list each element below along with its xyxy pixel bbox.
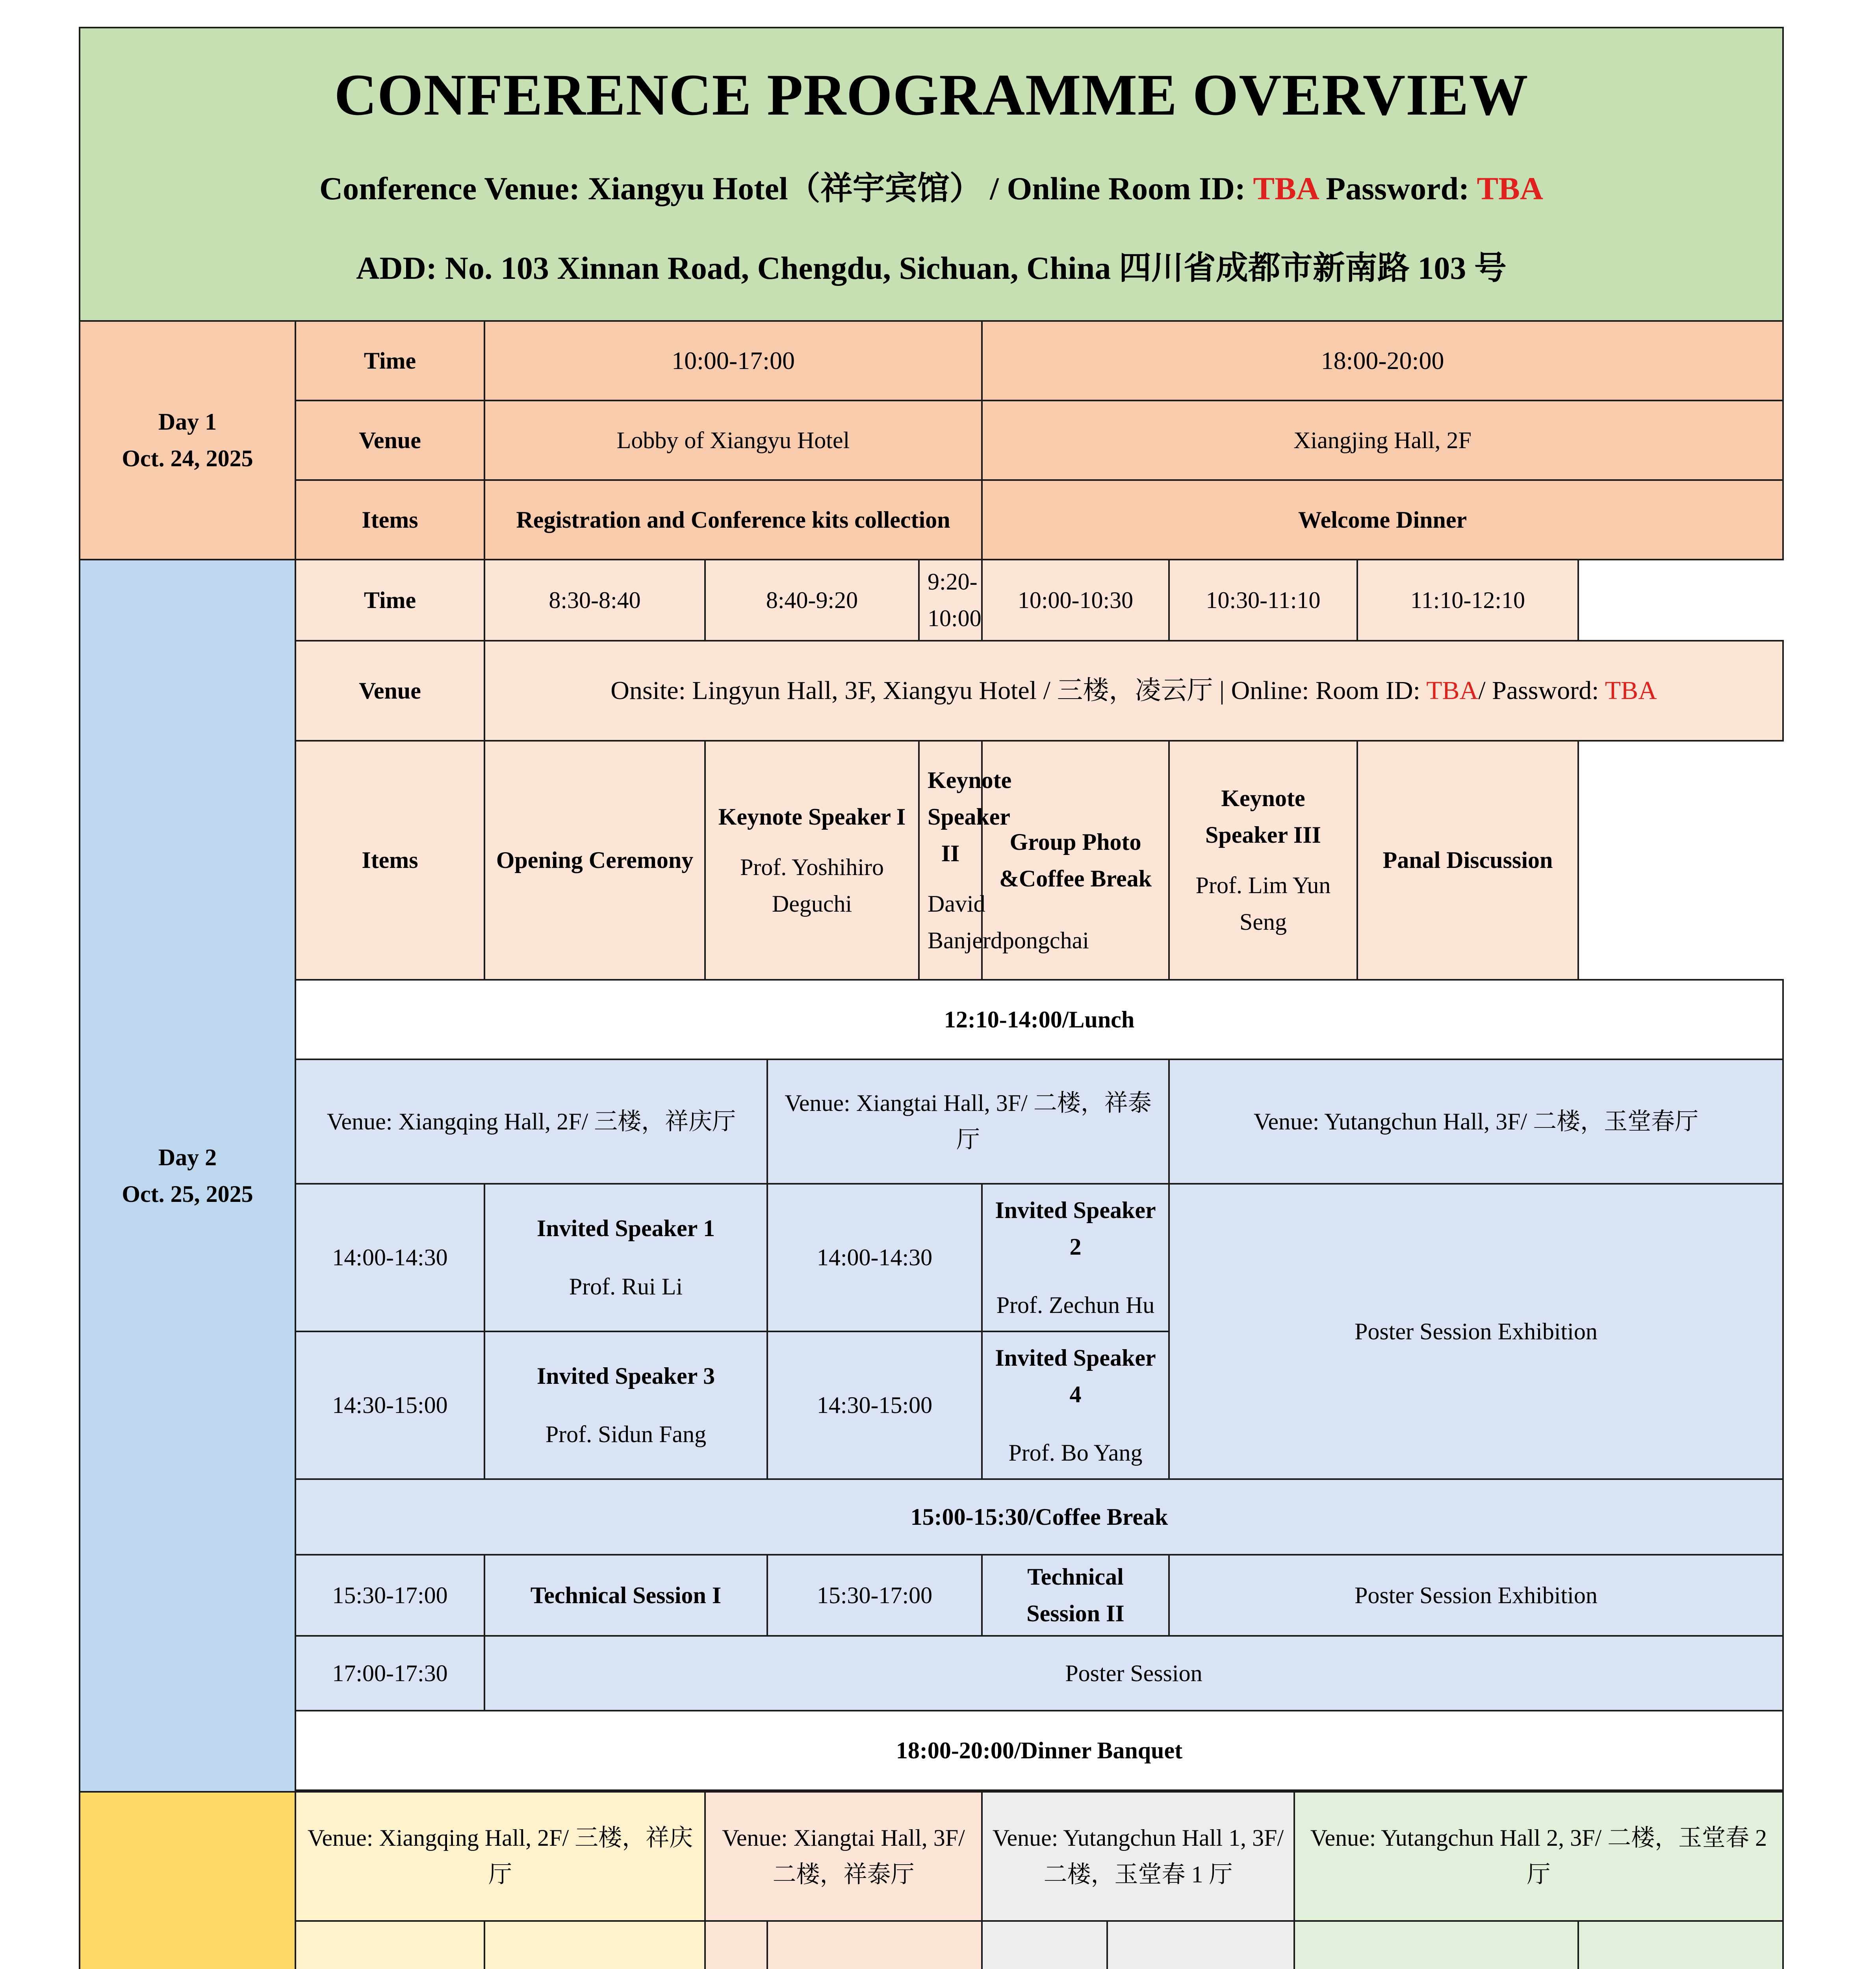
day1-time-2: 18:00-20:00 [982, 321, 1783, 400]
hall-a-time-1: 14:00-14:30 [295, 1184, 484, 1331]
day2-time-5: 10:30-11:10 [1169, 560, 1357, 641]
day1-time-1: 10:00-17:00 [484, 321, 982, 400]
poster-time: 17:00-17:30 [295, 1636, 484, 1711]
day2-time-3: 9:20-10:00 [919, 560, 982, 641]
address-line: ADD: No. 103 Xinnan Road, Chengdu, Sichuan, China 四川省成都市新南路 103 号 [356, 250, 1507, 286]
day2-coffee-break: 15:00-15:30/Coffee Break [295, 1479, 1783, 1555]
keynote-3-title: Keynote Speaker III [1205, 785, 1321, 848]
day3-hall1-session-1 [484, 1921, 705, 1969]
programme-table [79, 27, 1784, 1969]
day1-venue-header: Venue [295, 400, 484, 480]
day2-date: Oct. 25, 2025 [122, 1181, 253, 1207]
day3-hall2-time [705, 1921, 767, 1969]
tech-poster-exhibition: Poster Session Exhibition [1169, 1555, 1783, 1636]
day3-venue-yutangchun-2: Venue: Yutangchun Hall 2, 3F/ 二楼，玉堂春 2 厅 [1294, 1792, 1783, 1921]
title-block [80, 28, 1783, 321]
day2-venue [484, 641, 1783, 741]
day3-poster-exhibition [1578, 1921, 1783, 1969]
venue-line [88, 168, 1774, 210]
keynote-1-speaker: Prof. Yoshihiro Deguchi [740, 854, 884, 917]
day1-time-header: Time [295, 321, 484, 400]
day2-venue-xiangtai: Venue: Xiangtai Hall, 3F/ 二楼，祥泰厅 [767, 1059, 1169, 1184]
day2-item-group-photo: Group Photo &Coffee Break [982, 741, 1169, 980]
invited-1-speaker: Prof. Rui Li [569, 1274, 683, 1300]
programme-sheet [79, 27, 1782, 1969]
day2-password-label: / Password: [1478, 676, 1605, 705]
day1-items-header: Items [295, 480, 484, 560]
day2-item-opening: Opening Ceremony [484, 741, 705, 980]
hall-b-session-1 [982, 1184, 1169, 1331]
room-id-value: TBA [1253, 170, 1318, 206]
password-label: Password: [1317, 170, 1477, 206]
poster-session: Poster Session [484, 1636, 1783, 1711]
day1-date: Oct. 24, 2025 [122, 445, 253, 471]
day3-venue-yutangchun-1: Venue: Yutangchun Hall 1, 3F/ 二楼，玉堂春 1 厅 [982, 1792, 1294, 1921]
day2-item-keynote-1 [705, 741, 919, 980]
day2-password: TBA [1605, 676, 1657, 705]
hall-a-time-2: 14:30-15:00 [295, 1331, 484, 1479]
keynote-3-speaker: Prof. Lim Yun Seng [1195, 872, 1331, 935]
tech-a-time: 15:30-17:00 [295, 1555, 484, 1636]
day2-dinner: 18:00-20:00/Dinner Banquet [295, 1711, 1783, 1790]
day2-time-6: 11:10-12:10 [1357, 560, 1578, 641]
hall-b-time-1: 14:00-14:30 [767, 1184, 982, 1331]
hall-a-session-1 [484, 1184, 767, 1331]
day2-name: Day 2 [158, 1144, 217, 1170]
day2-item-panel: Panal Discussion [1357, 741, 1578, 980]
day2-poster-exhibition: Poster Session Exhibition [1169, 1184, 1783, 1479]
day1-label [80, 321, 295, 560]
day2-lunch: 12:10-14:00/Lunch [295, 980, 1783, 1059]
technical-session-2: Technical Session II [982, 1555, 1169, 1636]
day2-venue-xiangqing: Venue: Xiangqing Hall, 2F/ 三楼，祥庆厅 [295, 1059, 767, 1184]
day1-venue-2: Xiangjing Hall, 2F [982, 400, 1783, 480]
day2-venue-yutangchun: Venue: Yutangchun Hall, 3F/ 二楼，玉堂春厅 [1169, 1059, 1783, 1184]
hall-b-session-2 [982, 1331, 1169, 1479]
day2-item-keynote-3 [1169, 741, 1357, 980]
day2-label [80, 560, 295, 1792]
day2-onsite-venue: Onsite: Lingyun Hall, 3F, Xiangyu Hotel / 三楼，凌云厅 [610, 676, 1213, 705]
technical-session-1: Technical Session I [484, 1555, 767, 1636]
day2-time-2: 8:40-9:20 [705, 560, 919, 641]
invited-4-speaker: Prof. Bo Yang [1008, 1439, 1143, 1466]
day3-venue-xiangtai: Venue: Xiangtai Hall, 3F/ 二楼，祥泰厅 [705, 1792, 982, 1921]
invited-4-title: Invited Speaker 4 [995, 1344, 1156, 1407]
day3-westchina-forum [1107, 1921, 1294, 1969]
password-value: TBA [1477, 170, 1544, 206]
day1-item-2: Welcome Dinner [982, 480, 1783, 560]
invited-3-title: Invited Speaker 3 [536, 1363, 715, 1389]
keynote-1-title: Keynote Speaker I [718, 803, 906, 830]
day3-hall3-time [982, 1921, 1107, 1969]
day1-name: Day 1 [158, 409, 217, 435]
day2-time-1: 8:30-8:40 [484, 560, 705, 641]
day2-online-label: | Online: Room ID: [1213, 676, 1427, 705]
invited-3-speaker: Prof. Sidun Fang [545, 1421, 707, 1447]
day2-items-header: Items [295, 741, 484, 980]
venue-label: Conference Venue: Xiangyu Hotel（祥宇宾馆） / Online Room ID: [319, 170, 1253, 206]
tech-b-time: 15:30-17:00 [767, 1555, 982, 1636]
hall-a-session-2 [484, 1331, 767, 1479]
day2-room-id: TBA [1426, 676, 1479, 705]
invited-2-speaker: Prof. Zechun Hu [996, 1292, 1155, 1318]
day3-committee-meeting [767, 1921, 982, 1969]
day3-venue-xiangqing: Venue: Xiangqing Hall, 2F/ 三楼，祥庆厅 [295, 1792, 705, 1921]
day3-hall4-time [1294, 1921, 1578, 1969]
day2-time-header: Time [295, 560, 484, 641]
day2-time-4: 10:00-10:30 [982, 560, 1169, 641]
day1-item-1: Registration and Conference kits collection [484, 480, 982, 560]
keynote-2-title: Keynote Speaker II [928, 767, 1012, 866]
day1-venue-1: Lobby of Xiangyu Hotel [484, 400, 982, 480]
invited-2-title: Invited Speaker 2 [995, 1197, 1156, 1260]
keynote-2-speaker: David Banjerdpongchai [928, 890, 1089, 953]
day3-label [80, 1792, 295, 1969]
day3-hall1-time-1 [295, 1921, 484, 1969]
page-title: CONFERENCE PROGRAMME OVERVIEW [334, 62, 1529, 128]
invited-1-title: Invited Speaker 1 [536, 1215, 715, 1241]
day2-venue-header: Venue [295, 641, 484, 741]
hall-b-time-2: 14:30-15:00 [767, 1331, 982, 1479]
